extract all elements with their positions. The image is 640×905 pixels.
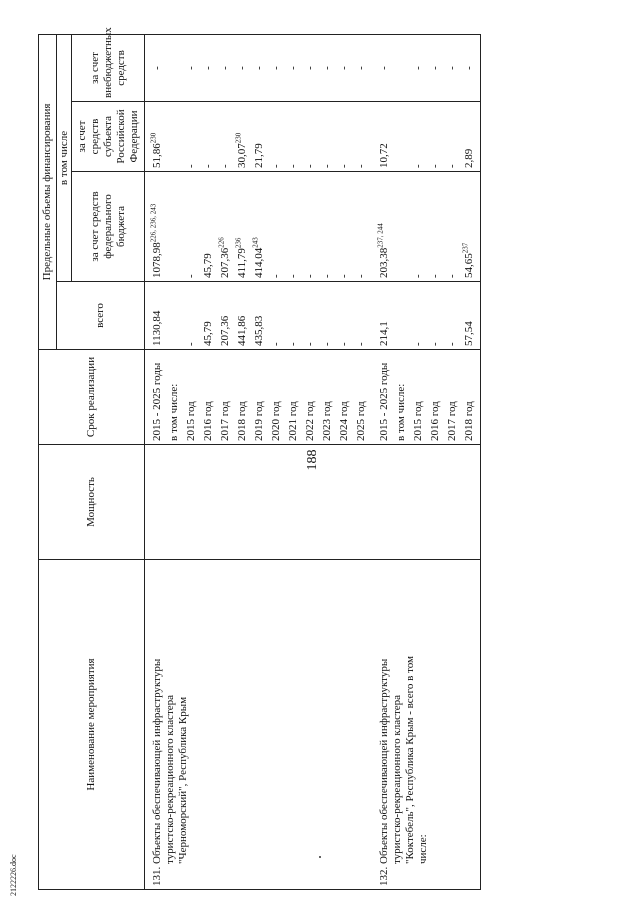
period-value: 2015 - 2025 годы xyxy=(378,362,390,441)
regional-cell xyxy=(202,102,219,172)
regional-cell xyxy=(236,102,253,172)
federal-value: 207,36 xyxy=(219,247,231,278)
regional-value: 51,86 xyxy=(151,143,163,168)
capacity-cell xyxy=(145,445,373,560)
federal-cell xyxy=(412,172,429,282)
financing-table xyxy=(38,27,481,890)
regional-value: - xyxy=(270,164,282,168)
header-period: Срок реализации xyxy=(39,350,145,445)
period-value: 2020 год xyxy=(270,401,282,441)
total-value: - xyxy=(446,342,458,346)
federal-cell xyxy=(338,172,355,282)
extra-value: - xyxy=(338,66,350,70)
regional-value: - xyxy=(304,164,316,168)
regional-cell xyxy=(253,102,270,172)
header-including: в том числе xyxy=(57,34,72,281)
federal-cell xyxy=(287,172,304,282)
total-value: 214,1 xyxy=(378,321,390,346)
footnote-ref: 226, 236, 243 xyxy=(149,203,158,243)
federal-cell xyxy=(321,172,338,282)
period-cell xyxy=(321,350,338,445)
header-extra: за счет внебюджетных средств xyxy=(72,34,145,101)
federal-cell xyxy=(145,172,169,282)
federal-value: - xyxy=(304,274,316,278)
total-value: - xyxy=(321,342,333,346)
regional-value: - xyxy=(219,164,231,168)
federal-cell xyxy=(168,172,185,282)
regional-cell xyxy=(429,102,446,172)
header-total: всего xyxy=(57,282,145,350)
total-value: - xyxy=(304,342,316,346)
period-cell xyxy=(202,350,219,445)
extra-cell xyxy=(304,34,321,101)
total-cell xyxy=(372,282,395,350)
regional-cell xyxy=(145,102,169,172)
total-value: - xyxy=(338,342,350,346)
period-cell xyxy=(463,350,481,445)
total-cell xyxy=(168,282,185,350)
extra-cell xyxy=(463,34,481,101)
extra-value: - xyxy=(355,66,367,70)
regional-value: 30,07 xyxy=(236,143,248,168)
extra-cell xyxy=(412,34,429,101)
total-cell xyxy=(395,282,412,350)
footnote-ref: 237, 244 xyxy=(376,223,385,248)
period-value: 2021 год xyxy=(287,401,299,441)
period-cell xyxy=(219,350,236,445)
federal-cell xyxy=(446,172,463,282)
extra-cell xyxy=(395,34,412,101)
period-value: 2015 год xyxy=(412,401,424,441)
regional-cell xyxy=(168,102,185,172)
period-value: 2017 год xyxy=(219,401,231,441)
period-value: 2024 год xyxy=(338,401,350,441)
extra-value: - xyxy=(378,66,390,70)
total-value: 207,36 xyxy=(219,315,231,346)
total-cell xyxy=(270,282,287,350)
regional-cell xyxy=(270,102,287,172)
footnote-ref: 236 xyxy=(234,237,243,249)
period-cell xyxy=(304,350,321,445)
header-regional: за счет средств субъекта Российской Федерации xyxy=(72,102,145,172)
period-cell xyxy=(145,350,169,445)
period-value: 2016 год xyxy=(429,401,441,441)
total-cell xyxy=(202,282,219,350)
regional-cell xyxy=(321,102,338,172)
regional-value: - xyxy=(202,164,214,168)
header-capacity: Мощность xyxy=(39,445,145,560)
regional-value: - xyxy=(446,164,458,168)
federal-value: 414,04 xyxy=(253,247,265,278)
regional-value: 21,79 xyxy=(253,143,265,168)
federal-cell xyxy=(463,172,481,282)
measure-number: 132. xyxy=(378,866,390,886)
extra-value: - xyxy=(321,66,333,70)
total-cell xyxy=(355,282,372,350)
federal-cell xyxy=(236,172,253,282)
total-value: 1130,84 xyxy=(151,310,163,346)
total-cell xyxy=(287,282,304,350)
federal-value: - xyxy=(338,274,350,278)
total-cell xyxy=(429,282,446,350)
federal-cell xyxy=(372,172,395,282)
total-cell xyxy=(304,282,321,350)
extra-value: - xyxy=(429,66,441,70)
period-cell xyxy=(270,350,287,445)
federal-value: 1078,98 xyxy=(151,242,163,278)
period-cell xyxy=(185,350,202,445)
page-number: 188 xyxy=(305,449,320,471)
period-cell xyxy=(253,350,270,445)
measure-name-cell xyxy=(145,560,373,890)
extra-cell xyxy=(270,34,287,101)
period-value: 2019 год xyxy=(253,401,265,441)
federal-value: - xyxy=(412,274,424,278)
total-value: - xyxy=(287,342,299,346)
footnote-ref: 226 xyxy=(217,237,226,248)
extra-cell xyxy=(168,34,185,101)
regional-value: - xyxy=(338,164,350,168)
period-cell xyxy=(287,350,304,445)
federal-cell xyxy=(202,172,219,282)
federal-cell xyxy=(429,172,446,282)
extra-cell xyxy=(236,34,253,101)
total-value: 45,79 xyxy=(202,321,214,346)
federal-cell xyxy=(253,172,270,282)
extra-cell xyxy=(429,34,446,101)
extra-value: - xyxy=(287,66,299,70)
extra-value: - xyxy=(270,66,282,70)
total-cell xyxy=(412,282,429,350)
federal-value: - xyxy=(287,274,299,278)
total-value: 435,83 xyxy=(253,315,265,346)
federal-value: 54,65 xyxy=(463,253,475,278)
regional-cell xyxy=(304,102,321,172)
total-value: 441,86 xyxy=(236,315,248,346)
period-value: в том числе: xyxy=(395,383,407,441)
extra-value: - xyxy=(304,66,316,70)
regional-value: - xyxy=(185,164,197,168)
federal-cell xyxy=(270,172,287,282)
total-value: - xyxy=(355,342,367,346)
extra-value: - xyxy=(412,66,424,70)
federal-value: 203,38 xyxy=(378,247,390,278)
total-value: - xyxy=(412,342,424,346)
federal-value: - xyxy=(429,274,441,278)
regional-cell xyxy=(287,102,304,172)
period-value: 2015 - 2025 годы xyxy=(151,362,163,441)
extra-cell xyxy=(372,34,395,101)
regional-cell xyxy=(395,102,412,172)
federal-value: - xyxy=(185,274,197,278)
federal-value: - xyxy=(446,274,458,278)
regional-cell xyxy=(463,102,481,172)
extra-cell xyxy=(145,34,169,101)
total-cell xyxy=(253,282,270,350)
extra-value: - xyxy=(202,66,214,70)
extra-value: - xyxy=(151,66,163,70)
table-row xyxy=(145,34,169,889)
federal-cell xyxy=(304,172,321,282)
period-value: 2022 год xyxy=(304,401,316,441)
extra-cell xyxy=(321,34,338,101)
header-limit: Предельные объемы финансирования xyxy=(39,34,57,349)
footnote-ref: 230 xyxy=(234,132,243,144)
federal-cell xyxy=(219,172,236,282)
regional-value: - xyxy=(429,164,441,168)
regional-value: - xyxy=(287,164,299,168)
measure-name-cell xyxy=(372,560,481,890)
period-value: 2023 год xyxy=(321,401,333,441)
total-value: - xyxy=(185,342,197,346)
total-cell xyxy=(463,282,481,350)
measure-name: Объекты обеспечивающей инфраструктуры туристско-рекреационного кластера "Коктебель", Республика Крым - всего в том числе: xyxy=(378,656,429,864)
period-cell xyxy=(429,350,446,445)
federal-value: - xyxy=(321,274,333,278)
total-cell xyxy=(446,282,463,350)
table-row xyxy=(372,34,395,889)
federal-cell xyxy=(395,172,412,282)
period-cell xyxy=(168,350,185,445)
total-cell xyxy=(321,282,338,350)
footnote-ref: 243 xyxy=(251,237,260,248)
period-cell xyxy=(412,350,429,445)
extra-value: - xyxy=(185,66,197,70)
federal-cell xyxy=(185,172,202,282)
period-value: 2017 год xyxy=(446,401,458,441)
header-federal: за счет средств федерального бюджета xyxy=(72,172,145,282)
regional-cell xyxy=(338,102,355,172)
extra-cell xyxy=(355,34,372,101)
period-value: 2025 год xyxy=(355,401,367,441)
period-cell xyxy=(236,350,253,445)
extra-cell xyxy=(202,34,219,101)
federal-cell xyxy=(355,172,372,282)
extra-cell xyxy=(253,34,270,101)
extra-cell xyxy=(219,34,236,101)
rotated-table-container xyxy=(38,27,628,890)
footnote-ref: 230 xyxy=(149,132,158,144)
measure-number: 131. xyxy=(151,866,163,886)
table-body xyxy=(145,34,481,889)
regional-value: - xyxy=(355,164,367,168)
regional-cell xyxy=(412,102,429,172)
total-value: 57,54 xyxy=(463,321,475,346)
period-value: 2018 год xyxy=(236,401,248,441)
regional-cell xyxy=(185,102,202,172)
federal-value: 411,79 xyxy=(236,248,248,278)
period-value: 2016 год xyxy=(202,401,214,441)
period-cell xyxy=(395,350,412,445)
extra-value: - xyxy=(446,66,458,70)
extra-value: - xyxy=(463,66,475,70)
extra-cell xyxy=(338,34,355,101)
total-cell xyxy=(219,282,236,350)
document-code: 2122226.doc xyxy=(9,854,18,896)
regional-value: 2,89 xyxy=(463,148,475,168)
period-value: в том числе: xyxy=(168,383,180,441)
period-cell xyxy=(355,350,372,445)
regional-value: 10,72 xyxy=(378,143,390,168)
extra-cell xyxy=(185,34,202,101)
period-cell xyxy=(446,350,463,445)
period-cell xyxy=(372,350,395,445)
extra-value: - xyxy=(253,66,265,70)
regional-value: - xyxy=(412,164,424,168)
measure-name: Объекты обеспечивающей инфраструктуры туристско-рекреационного кластера "Черноморский", Республика Крым xyxy=(151,658,189,864)
total-cell xyxy=(185,282,202,350)
regional-cell xyxy=(355,102,372,172)
extra-cell xyxy=(446,34,463,101)
total-cell xyxy=(338,282,355,350)
extra-value: - xyxy=(236,66,248,70)
regional-cell xyxy=(372,102,395,172)
total-value: - xyxy=(270,342,282,346)
federal-value: 45,79 xyxy=(202,253,214,278)
extra-value: - xyxy=(219,66,231,70)
extra-cell xyxy=(287,34,304,101)
regional-cell xyxy=(446,102,463,172)
total-value: - xyxy=(429,342,441,346)
total-cell xyxy=(236,282,253,350)
period-value: 2018 год xyxy=(463,401,475,441)
federal-value: - xyxy=(355,274,367,278)
regional-value: - xyxy=(321,164,333,168)
capacity-cell xyxy=(372,445,481,560)
header-name: Наименование мероприятия xyxy=(39,560,145,890)
total-cell xyxy=(145,282,169,350)
federal-value: - xyxy=(270,274,282,278)
footnote-ref: 237 xyxy=(461,242,470,254)
period-cell xyxy=(338,350,355,445)
period-value: 2015 год xyxy=(185,401,197,441)
